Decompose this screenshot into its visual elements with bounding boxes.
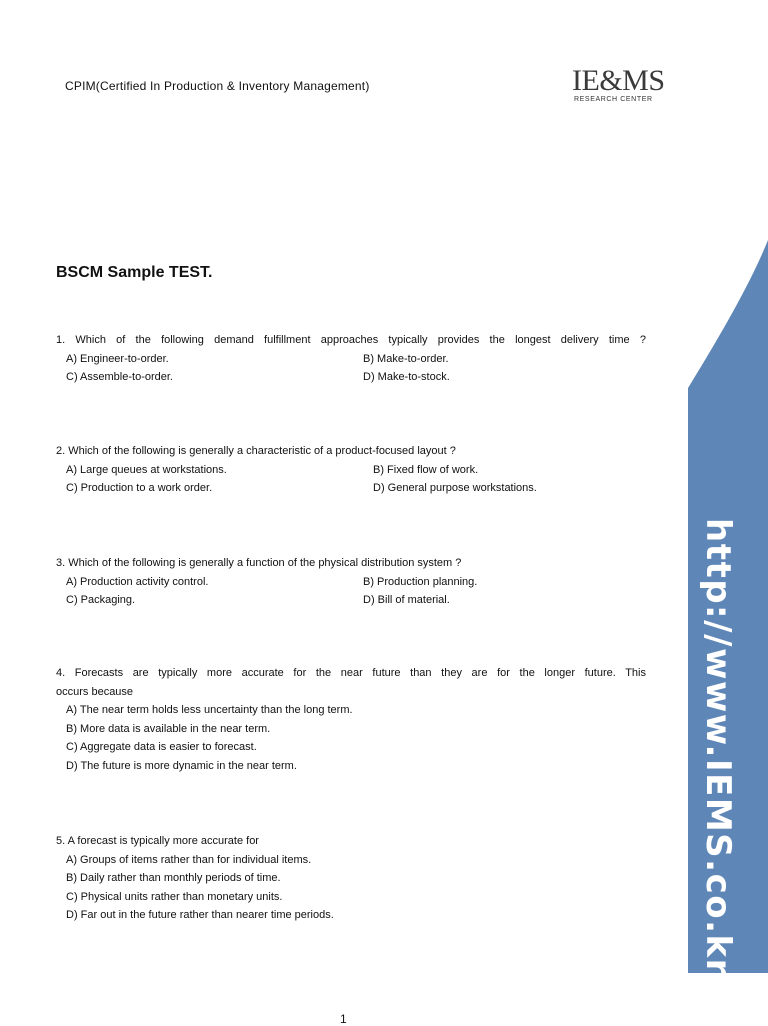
options-row xyxy=(56,591,646,610)
question-5 xyxy=(56,832,646,925)
options-row xyxy=(56,573,646,592)
option-d: D) Bill of material. xyxy=(363,594,450,607)
option-a: A) Production activity control. xyxy=(66,575,209,588)
question-1 xyxy=(56,331,646,387)
side-url-text: http://www.IEMS.co.kr xyxy=(698,518,738,977)
header-title: CPIM(Certified In Production & Inventory Management) xyxy=(65,79,370,93)
option-b: B) Daily rather than monthly periods of time. xyxy=(66,872,281,885)
options-row xyxy=(56,350,646,369)
option-c: C) Assemble-to-order. xyxy=(66,371,173,384)
question-4-text-continued: occurs because xyxy=(56,685,134,698)
option-d: D) Far out in the future rather than nearer time periods. xyxy=(66,909,334,922)
option-c: C) Aggregate data is easier to forecast. xyxy=(66,741,257,754)
question-4-text: 4. Forecasts are typically more accurate for the near future than they are for the longer future. This xyxy=(56,667,646,679)
option-a: A) Large queues at workstations. xyxy=(66,463,227,476)
option-b: B) Production planning. xyxy=(363,575,478,588)
logo-main-text: IE&MS xyxy=(572,64,665,97)
iems-logo xyxy=(572,64,665,103)
logo-sub-text: RESEARCH CENTER xyxy=(574,96,653,103)
option-d: D) General purpose workstations. xyxy=(373,482,537,495)
document-title: BSCM Sample TEST. xyxy=(56,264,213,281)
question-3 xyxy=(56,554,646,610)
question-5-text: 5. A forecast is typically more accurate for xyxy=(56,835,259,847)
option-d: D) Make-to-stock. xyxy=(363,371,450,384)
question-2-text: 2. Which of the following is generally a characteristic of a product-focused layout ? xyxy=(56,445,456,457)
option-a: A) Groups of items rather than for individual items. xyxy=(66,853,312,866)
option-b: B) Make-to-order. xyxy=(363,352,449,365)
question-3-text: 3. Which of the following is generally a function of the physical distribution system ? xyxy=(56,557,462,569)
option-a: A) The near term holds less uncertainty than the long term. xyxy=(66,704,353,717)
options-row xyxy=(56,461,646,480)
question-2 xyxy=(56,442,646,498)
options-row xyxy=(56,368,646,387)
option-c: C) Packaging. xyxy=(66,594,136,607)
option-b: B) Fixed flow of work. xyxy=(373,463,479,476)
option-c: C) Production to a work order. xyxy=(66,482,213,495)
page-number: 1 xyxy=(340,1012,347,1026)
question-1-text: 1. Which of the following demand fulfillment approaches typically provides the longest delivery time ? xyxy=(56,334,646,346)
option-c: C) Physical units rather than monetary units. xyxy=(66,890,283,903)
option-d: D) The future is more dynamic in the near term. xyxy=(66,759,297,772)
question-4 xyxy=(56,664,646,776)
option-b: B) More data is available in the near term. xyxy=(66,722,271,735)
options-row xyxy=(56,479,646,498)
option-a: A) Engineer-to-order. xyxy=(66,352,169,365)
